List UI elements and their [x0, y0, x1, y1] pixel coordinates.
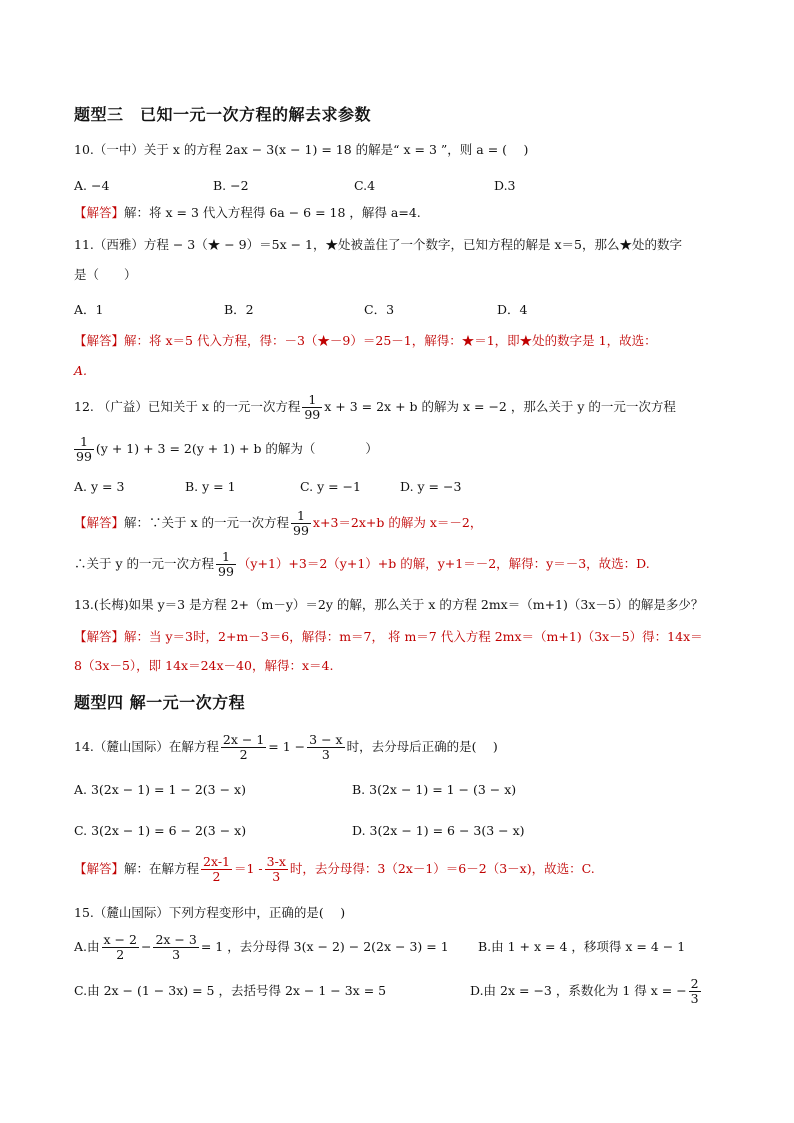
q15-option-d: [470, 974, 703, 1008]
q12-answer-post: x+3＝2x+b 的解为 x＝－2，: [312, 515, 483, 530]
q11-option-d: D．4: [497, 302, 528, 317]
q12-stem-line1: [74, 392, 676, 422]
q14-option-b: B. 3(2x − 1) = 1 − (3 − x): [352, 782, 517, 797]
fraction-denominator: 2: [212, 869, 221, 884]
q11-answer-text: 解：将 x＝5 代入方程，得：－3（★－9）＝25－1，解得：★＝1，即★处的数字是 1，故选：: [124, 333, 657, 348]
q10-answer: [74, 204, 421, 222]
q13-answer-line1: [74, 628, 703, 646]
q15-option-c: C.由 2x − (1 − 3x) = 5 ，去括号得 2x − 1 − 3x = 5: [74, 983, 387, 998]
q11-option-a: A．1: [74, 302, 104, 317]
q12-answer2-pre: ∴关于 y 的一元一次方程: [74, 556, 215, 571]
q14-stem-mid: = 1 −: [268, 739, 306, 754]
fraction-denominator: 99: [218, 564, 234, 579]
q15-option-a-pre: A.由: [74, 939, 100, 954]
q15-stem: 15.（麓山国际）下列方程变形中，正确的是( ): [74, 905, 346, 920]
q14-answer-pre: 解：在解方程: [124, 861, 200, 876]
q11-stem-line2: 是（ ）: [74, 267, 137, 282]
fraction-numerator: 1: [302, 393, 322, 408]
q14-stem-pre: 14.（麓山国际）在解方程: [74, 739, 219, 754]
q14-answer-fraction-2: [265, 855, 288, 884]
q15-option-a: [74, 930, 449, 964]
q14-option-d: D. 3(2x − 1) = 6 − 3(3 − x): [352, 823, 525, 838]
q15-fraction-2: [153, 933, 198, 962]
fraction-denominator: 2: [116, 947, 125, 962]
section-title-4: 题型四 解一元一次方程: [74, 693, 246, 712]
q11-option-c: C．3: [364, 302, 395, 317]
q12-stem-post: x + 3 = 2x + b 的解为 x = −2 ，那么关于 y 的一元一次方程: [324, 399, 676, 414]
fraction-denominator: 3: [690, 991, 699, 1006]
fraction-denominator: 3: [172, 947, 181, 962]
q12-option-c: C. y = −1: [300, 479, 361, 494]
q12-answer2-post: （y+1）+3＝2（y+1）+b 的解，y+1＝－2，解得：y＝－3，故选：D.: [237, 556, 650, 571]
q12-fraction: [302, 393, 322, 422]
answer-label: 【解答】: [74, 205, 125, 220]
fraction-numerator: 2: [690, 976, 699, 991]
q12-option-d: D. y = −3: [400, 479, 462, 494]
q11-stem-line1: 11.（西雅）方程 − 3（★ − 9）＝5x − 1，★处被盖住了一个数字，已知方程的解是 x＝5，那么★处的数字: [74, 237, 682, 252]
fraction-numerator: 1: [216, 550, 236, 565]
q14-stem-post: 时，去分母后正确的是( ): [346, 739, 498, 754]
q13-answer-text: 解：当 y＝3时，2+m－3＝6，解得：m＝7， 将 m＝7 代入方程 2mx＝（m+1)（3x－5）得：14x＝: [124, 629, 703, 644]
q10-option-b: B. −2: [213, 178, 249, 193]
q15-option-d-pre: D.由 2x = −3 ，系数化为 1 得 x = −: [470, 983, 687, 998]
fraction-denominator: 2: [239, 747, 248, 762]
q14-fraction-1: [221, 733, 266, 762]
q14-answer: [74, 852, 595, 886]
fraction-numerator: 3-x: [266, 854, 286, 869]
q15-option-d-fraction: [689, 977, 701, 1006]
q14-option-a: A. 3(2x − 1) = 1 − 2(3 − x): [74, 782, 246, 797]
q12-answer-line2: [74, 549, 650, 579]
q12-stem-line2: [74, 434, 378, 464]
q10-option-d: D.3: [494, 178, 516, 193]
q10-stem: 10.（一中）关于 x 的方程 2ax − 3(x − 1) = 18 的解是“ x = 3 ”，则 a = ( ): [74, 142, 529, 157]
fraction-denominator: 3: [321, 747, 330, 762]
q14-stem: [74, 730, 498, 764]
q12-option-b: B. y = 1: [185, 479, 236, 494]
answer-label: 【解答】: [74, 629, 125, 644]
answer-label: 【解答】: [74, 515, 125, 530]
q12-answer-fraction-2: [216, 550, 236, 579]
q11-option-b: B．2: [224, 302, 254, 317]
fraction-numerator: 2x − 1: [222, 732, 265, 747]
q14-answer-mid: ＝1 -: [234, 861, 263, 876]
q11-answer-line2: A.: [74, 363, 88, 378]
q10-option-a: A. −4: [74, 178, 110, 193]
q12-fraction-2: [74, 435, 94, 464]
q12-answer-pre: 解：∵关于 x 的一元一次方程: [124, 515, 290, 530]
q14-fraction-2: [307, 733, 344, 762]
q14-option-c: C. 3(2x − 1) = 6 − 2(3 − x): [74, 823, 247, 838]
answer-label: 【解答】: [74, 861, 125, 876]
q12-answer-line1: [74, 508, 482, 538]
q15-option-b: B.由 1 + x = 4 ，移项得 x = 4 − 1: [478, 939, 686, 954]
q12-stem-pre: 12. （广益）已知关于 x 的一元一次方程: [74, 399, 301, 414]
q15-minus: −: [140, 939, 152, 954]
q10-option-c: C.4: [354, 178, 376, 193]
q15-fraction-1: [102, 933, 139, 962]
fraction-numerator: 2x − 3: [155, 932, 197, 947]
q12-answer-fraction: [291, 509, 311, 538]
fraction-denominator: 99: [304, 407, 321, 422]
q14-answer-fraction-1: [201, 855, 232, 884]
fraction-numerator: 1: [74, 435, 94, 450]
q15-option-a-post: = 1 ，去分母得 3(x − 2) − 2(2x − 3) = 1: [200, 939, 449, 954]
fraction-denominator: 3: [272, 869, 281, 884]
fraction-numerator: 2x-1: [203, 854, 230, 869]
fraction-denominator: 99: [76, 449, 92, 464]
fraction-numerator: 1: [291, 509, 311, 524]
fraction-denominator: 99: [293, 523, 309, 538]
fraction-numerator: x − 2: [103, 932, 137, 947]
q14-answer-post: 时，去分母得：3（2x－1）＝6－2（3－x)，故选：C.: [289, 861, 595, 876]
q13-stem: 13.(长梅)如果 y＝3 是方程 2+（m－y）＝2y 的解，那么关于 x 的方程 2mx＝（m+1)（3x－5）的解是多少？: [74, 597, 704, 612]
q10-answer-text: 解：将 x = 3 代入方程得 6a − 6 = 18 ，解得 a=4.: [124, 205, 421, 220]
q12-option-a: A. y = 3: [74, 479, 125, 494]
q11-answer-line1: [74, 332, 657, 350]
fraction-numerator: 3 − x: [309, 732, 343, 747]
section-title-3: 题型三 已知一元一次方程的解去求参数: [74, 105, 372, 124]
answer-label: 【解答】: [74, 333, 125, 348]
q12-stem2-post: (y + 1) + 3 = 2(y + 1) + b 的解为（ ）: [95, 441, 378, 456]
q13-answer-line2: 8（3x－5），即 14x＝24x－40，解得：x＝4.: [74, 658, 334, 673]
